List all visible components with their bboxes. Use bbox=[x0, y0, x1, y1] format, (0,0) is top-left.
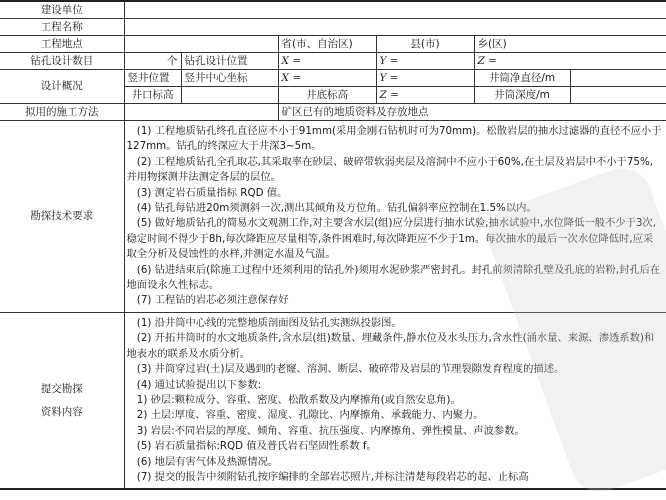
submit-item: 1) 砂层:颗粒成分、容重、密度、松散系数及内摩擦角(或自然安息角)。 bbox=[136, 393, 461, 406]
label-submit-2: 资料内容 bbox=[40, 405, 83, 418]
label-drill-count: 钻孔设计数目 bbox=[0, 53, 124, 70]
row-location bbox=[0, 36, 666, 53]
value-shaft-diam[interactable] bbox=[570, 70, 666, 87]
tech-item: (3) 测定岩石质量指标 RQD 值。 bbox=[136, 186, 288, 199]
row-tech bbox=[0, 121, 666, 313]
submit-item: (5) 岩石质量指标:RQD 值及普氏岩石坚固性系数 f。 bbox=[136, 440, 377, 453]
value-shaft-depth[interactable] bbox=[570, 87, 666, 104]
submit-item: (1) 沿井筒中心线的完整地质剖面图及钻孔实测纵投影图。 bbox=[136, 316, 402, 329]
tech-item: (4) 钻孔每钻进20m须测斜一次,测出其倾角及方位角。钻孔偏斜率应控制在1.5%以内。 bbox=[136, 202, 537, 215]
tech-item: (6) 钻进结束后(除施工过程中还须利用的钻孔外)须用水泥砂浆严密封孔。封孔前须清除孔壁及孔底的岩粉,封孔后在地面设永久性标志。 bbox=[126, 263, 661, 292]
submit-item: (2) 开拓井筒时的水文地质条件,含水层(组)数量、埋藏条件,静水位及水头压力,含水性(涌水量、来源、渗透系数)和地表水的联系及水质分析。 bbox=[126, 332, 655, 360]
township-label: 乡(区) bbox=[474, 36, 666, 53]
value-name[interactable] bbox=[124, 19, 666, 36]
value-method[interactable] bbox=[124, 104, 278, 121]
label-collar-elev: 井口标高 bbox=[124, 87, 181, 104]
value-collar-elev[interactable] bbox=[181, 87, 278, 104]
submit-item: (6) 地层有害气体及热源情况。 bbox=[136, 455, 279, 468]
label-tech: 勘探技术要求 bbox=[0, 121, 124, 313]
label-method: 拟用的施工方法 bbox=[0, 104, 124, 121]
value-location-blank[interactable] bbox=[124, 36, 278, 53]
label-unit: 建设单位 bbox=[0, 1, 124, 19]
submit-item: 3) 岩层:不同岩层的厚度、倾角、容重、抗压强度、内摩擦角、弹性模量、声波参数。 bbox=[136, 424, 525, 437]
row-drill bbox=[0, 53, 666, 70]
county-label: 县(市) bbox=[376, 36, 474, 53]
label-shaft-center: 竖井中心坐标 bbox=[181, 70, 278, 87]
submit-item: (7) 提交的报告中须附钻孔按序编排的全部岩芯照片,并标注清楚每段岩芯的起、止标高 bbox=[136, 470, 529, 483]
drill-y[interactable]: Y = bbox=[376, 53, 474, 70]
label-shaft-pos: 竖井位置 bbox=[124, 70, 181, 87]
label-existing-data: 矿区已有的地质资料及存放地点 bbox=[278, 104, 666, 121]
value-unit[interactable] bbox=[124, 1, 666, 19]
tech-requirements bbox=[124, 121, 666, 313]
label-shaft-diam: 井筒净直径/m bbox=[474, 70, 570, 87]
label-design: 设计概况 bbox=[0, 70, 124, 104]
label-drill-pos: 钻孔设计位置 bbox=[181, 53, 278, 70]
drill-z[interactable]: Z = bbox=[474, 53, 666, 70]
row-name bbox=[0, 19, 666, 36]
submit-item: (3) 井筒穿过岩(土)层及遇到的老窿、溶洞、断层、破碎带及岩层的节理裂隙发育程度的描述。 bbox=[136, 363, 565, 376]
bottom-z[interactable]: Z = bbox=[376, 87, 474, 104]
tech-item: (5) 做好地质钻孔的简易水文观测工作,对主要含水层(组)应分层进行抽水试验,抽水试验中,水位降低一般不少于3次,稳定时间不得少于8h,每次降距应尽量相等,条件困难时,每次降距应不少于1m。每次抽水的最后一次水位降低时,应采取全分析及侵蚀性的水样,并测定水温及气温。 bbox=[126, 217, 656, 261]
label-name: 工程名称 bbox=[0, 19, 124, 36]
submit-item: 2) 土层:厚度、容重、密度、湿度、孔隙比、内摩擦角、承载能力、内聚力。 bbox=[136, 409, 484, 422]
label-submit bbox=[0, 312, 124, 489]
row-submit bbox=[0, 312, 666, 489]
tech-item: (1) 工程地质钻孔终孔直径应不小于91mm(采用金刚石钻机时可为70mm)。松散岩层的抽水过滤器的直径不应小于127mm。钻孔的终深应大于井深3~5m。 bbox=[126, 125, 662, 153]
shaft-y[interactable]: Y = bbox=[376, 70, 474, 87]
drill-count-unit[interactable]: 个 bbox=[124, 53, 181, 70]
row-shaft-pos bbox=[0, 70, 666, 87]
submit-item: (4) 通过试验提出以下参数: bbox=[136, 378, 262, 391]
label-submit-1: 提交勘探 bbox=[40, 382, 83, 395]
row-method bbox=[0, 104, 666, 121]
tech-item: (2) 工程地质钻孔全孔取芯,其采取率在砂层、破碎带软弱夹层及溶洞中不应小于60%,在土层及岩层中不小于75%,并用物探测井法测定各层的层位。 bbox=[126, 155, 654, 184]
label-bottom-elev: 井底标高 bbox=[278, 87, 376, 104]
label-shaft-depth: 井筒深度/m bbox=[474, 87, 570, 104]
tech-item: (7) 工程钻的岩芯必须注意保存好 bbox=[136, 294, 289, 307]
submit-contents bbox=[124, 312, 666, 489]
row-unit bbox=[0, 1, 666, 19]
label-location: 工程地点 bbox=[0, 36, 124, 53]
shaft-x[interactable]: X = bbox=[278, 70, 376, 87]
drill-x[interactable]: X = bbox=[278, 53, 376, 70]
province-label: 省(市、自治区) bbox=[278, 36, 376, 53]
